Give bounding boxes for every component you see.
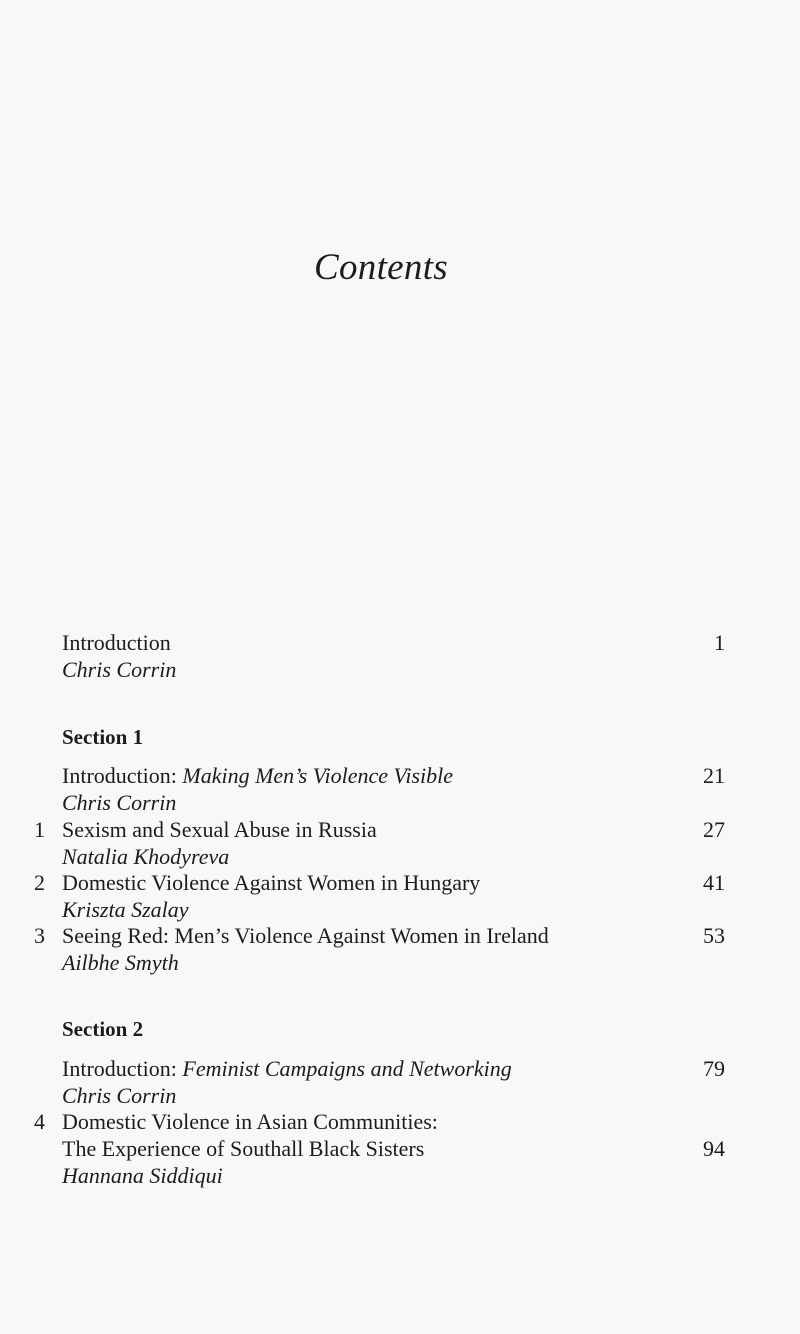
toc-entry-title: Introduction — [62, 630, 171, 655]
toc-page-number: 53 — [703, 923, 725, 948]
chapter-number: 3 — [34, 923, 45, 948]
toc-entry-title-line1: Domestic Violence in Asian Communities: — [62, 1109, 438, 1134]
toc-page-number: 1 — [714, 630, 725, 655]
toc-entry-title: Seeing Red: Men’s Violence Against Women in Ireland — [62, 923, 549, 948]
toc-entry-italic-title: Making Men’s Violence Visible — [182, 763, 454, 788]
toc-entry-author: Natalia Khodyreva — [62, 844, 230, 869]
toc-entry-prefix: Introduction: — [62, 1056, 183, 1081]
toc-entry-author: Chris Corrin — [62, 790, 177, 815]
toc-entry-author: Chris Corrin — [62, 657, 177, 682]
toc-entry-title: Domestic Violence Against Women in Hungary — [62, 870, 481, 895]
chapter-number: 2 — [34, 870, 45, 895]
section-heading: Section 2 — [62, 1017, 144, 1041]
toc-page-number: 41 — [703, 870, 725, 895]
toc-entry-title — [62, 1056, 512, 1082]
toc-page-number: 94 — [703, 1136, 725, 1161]
toc-page-number: 21 — [703, 763, 725, 788]
toc-entry-italic-title: Feminist Campaigns and Networking — [182, 1056, 512, 1081]
toc-entry-author: Hannana Siddiqui — [62, 1163, 223, 1188]
section-heading: Section 1 — [62, 725, 144, 749]
toc-entry-author: Ailbhe Smyth — [62, 950, 179, 975]
toc-entry-title: Sexism and Sexual Abuse in Russia — [62, 817, 377, 842]
chapter-number: 4 — [34, 1109, 45, 1134]
chapter-number: 1 — [34, 817, 45, 842]
toc-entry-title — [62, 763, 453, 789]
toc-page-number: 79 — [703, 1056, 725, 1081]
toc-entry-prefix: Introduction: — [62, 763, 183, 788]
toc-entry-author: Kriszta Szalay — [62, 897, 189, 922]
toc-page-number: 27 — [703, 817, 725, 842]
page-title: Contents — [314, 247, 448, 288]
toc-entry-author: Chris Corrin — [62, 1083, 177, 1108]
toc-entry-title-line2: The Experience of Southall Black Sisters — [62, 1136, 425, 1161]
